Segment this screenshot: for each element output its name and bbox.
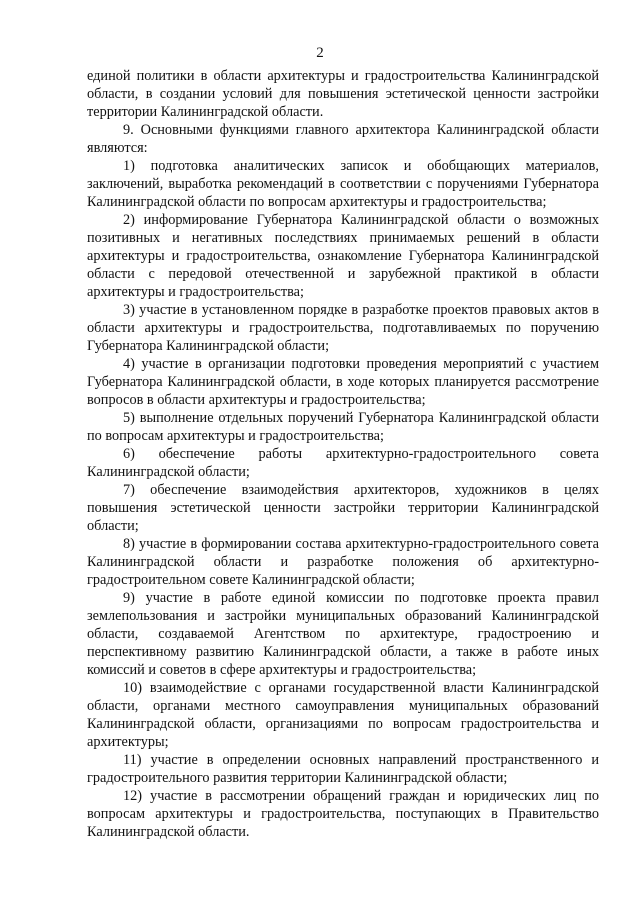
document-body: [87, 67, 599, 841]
paragraph-continuation: единой политики в области архитектуры и градостроительства Калининградской области, в создании условий для повышения эстетической ценности застройки территории Калининградской области.: [87, 68, 599, 120]
list-item-1: 1) подготовка аналитических записок и обобщающих материалов, заключений, выработка рекомендаций в соответствии с поручениями Губернатора Калининградской области по вопросам архитектуры и градостроительства;: [87, 158, 599, 210]
list-item-7: 7) обеспечение взаимодействия архитекторов, художников в целях повышения эстетической ценности застройки территории Калининградской области;: [87, 482, 599, 534]
list-item-9: 9) участие в работе единой комиссии по подготовке проекта правил землепользования и застройки муниципальных образований Калининградской области, создаваемой Агентством по архитектуре, градостроению и перспективному развитию Калининградской области, а также в работе иных комиссий и советов в сфере архитектуры и градостроительства;: [87, 590, 599, 678]
list-item-11: 11) участие в определении основных направлений пространственного и градостроительного развития территории Калининградской области;: [87, 752, 599, 786]
list-item-10: 10) взаимодействие с органами государственной власти Калининградской области, органами местного самоуправления муниципальных образований Калининградской области, организациями по вопросам градостроительства и архитектуры;: [87, 680, 599, 750]
list-item-12: 12) участие в рассмотрении обращений граждан и юридических лиц по вопросам архитектуры и градостроительства, поступающих в Правительство Калининградской области.: [87, 788, 599, 840]
page-number: 2: [316, 45, 324, 61]
list-item-5: 5) выполнение отдельных поручений Губернатора Калининградской области по вопросам архитектуры и градостроительства;: [87, 410, 599, 444]
list-item-6: 6) обеспечение работы архитектурно-градостроительного совета Калининградской области;: [87, 446, 599, 480]
list-item-4: 4) участие в организации подготовки проведения мероприятий с участием Губернатора Калининградской области, в ходе которых планируется рассмотрение вопросов в области архитектуры и градостроительства;: [87, 356, 599, 408]
list-item-8: 8) участие в формировании состава архитектурно-градостроительного совета Калининградской области и разработке положения об архитектурно-градостроительном совете Калининградской области;: [87, 536, 599, 588]
paragraph-section-9-heading: 9. Основными функциями главного архитектора Калининградской области являются:: [87, 122, 599, 156]
list-item-3: 3) участие в установленном порядке в разработке проектов правовых актов в области архитектуры и градостроительства, подготавливаемых по поручению Губернатора Калининградской области;: [87, 302, 599, 354]
list-item-2: 2) информирование Губернатора Калининградской области о возможных позитивных и негативных последствиях принимаемых решений в области архитектуры и градостроительства, ознакомление Губернатора Калининградской области с передовой отечественной и зарубежной практикой в области архитектуры и градостроительства;: [87, 212, 599, 300]
